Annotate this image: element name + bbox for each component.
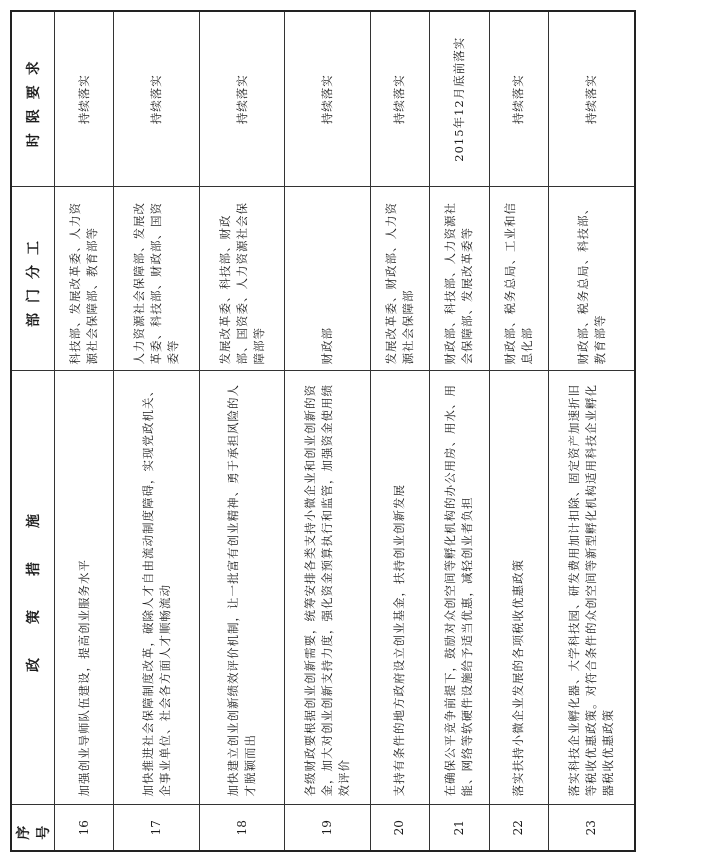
time-limit: 持续落实 [199,11,284,187]
header-time: 时限要求 [11,11,55,187]
dept-text: 发展改革委、科技部、财政部、国资委、人力资源社会保障部等 [199,187,284,371]
dept-text: 科技部、发展改革委、人力资源社会保障部、教育部等 [55,187,114,371]
time-limit: 2015年12月底前落实 [430,11,489,187]
dept-text: 财政部 [285,187,370,371]
policy-text: 加快建立创业创新绩效评价机制，让一批富有创业精神、勇于承担风险的人才脱颖而出 [199,371,284,805]
table-row [370,11,429,851]
time-limit: 持续落实 [489,11,548,187]
dept-text: 财政部、科技部、人力资源社会保障部、发展改革委等 [430,187,489,371]
header-policy: 政 策 措 施 [11,371,55,805]
row-number: 16 [55,805,114,851]
row-number: 17 [114,805,199,851]
row-number: 20 [370,805,429,851]
time-limit: 持续落实 [370,11,429,187]
time-limit: 持续落实 [549,11,635,187]
row-number: 23 [549,805,635,851]
policy-table [10,10,636,852]
table-row [114,11,199,851]
table-row [55,11,114,851]
dept-text: 发展改革委、财政部、人力资源社会保障部 [370,187,429,371]
policy-text: 落实扶持小微企业发展的各项税收优惠政策 [489,371,548,805]
table-row [285,11,370,851]
dept-text: 人力资源社会保障部、发展改革委、科技部、财政部、国资委等 [114,187,199,371]
time-limit: 持续落实 [55,11,114,187]
row-number: 22 [489,805,548,851]
table-row [430,11,489,851]
row-number: 19 [285,805,370,851]
dept-text: 财政部、税务总局、工业和信息化部 [489,187,548,371]
policy-text: 支持有条件的地方政府设立创业基金，扶持创业创新发展 [370,371,429,805]
table-row [489,11,548,851]
table-header-row [11,11,55,851]
time-limit: 持续落实 [114,11,199,187]
row-number: 18 [199,805,284,851]
header-no: 序号 [11,805,55,851]
table-row [549,11,635,851]
row-number: 21 [430,805,489,851]
policy-text: 各级财政要根据创业创新需要，统筹安排各类支持小微企业和创业创新的资金，加大对创业创新支持力度，强化资金预算执行和监管，加强资金使用绩效评价 [285,371,370,805]
dept-text: 财政部、税务总局、科技部、教育部等 [549,187,635,371]
time-limit: 持续落实 [285,11,370,187]
policy-text: 在确保公平竞争前提下，鼓励对众创空间等孵化机构的办公用房、用水、用能、网络等软硬件设施给予适当优惠，减轻创业者负担 [430,371,489,805]
policy-text: 加快推进社会保障制度改革，破除人才自由流动制度障碍，实现党政机关、企事业单位、社会各方面人才顺畅流动 [114,371,199,805]
policy-text: 加强创业导师队伍建设，提高创业服务水平 [55,371,114,805]
header-dept: 部门分工 [11,187,55,371]
policy-text: 落实科技企业孵化器、大学科技园、研发费用加计扣除、固定资产加速折旧等税收优惠政策。对符合条件的众创空间等新型孵化机构适用科技企业孵化器税收优惠政策 [549,371,635,805]
table-row [199,11,284,851]
